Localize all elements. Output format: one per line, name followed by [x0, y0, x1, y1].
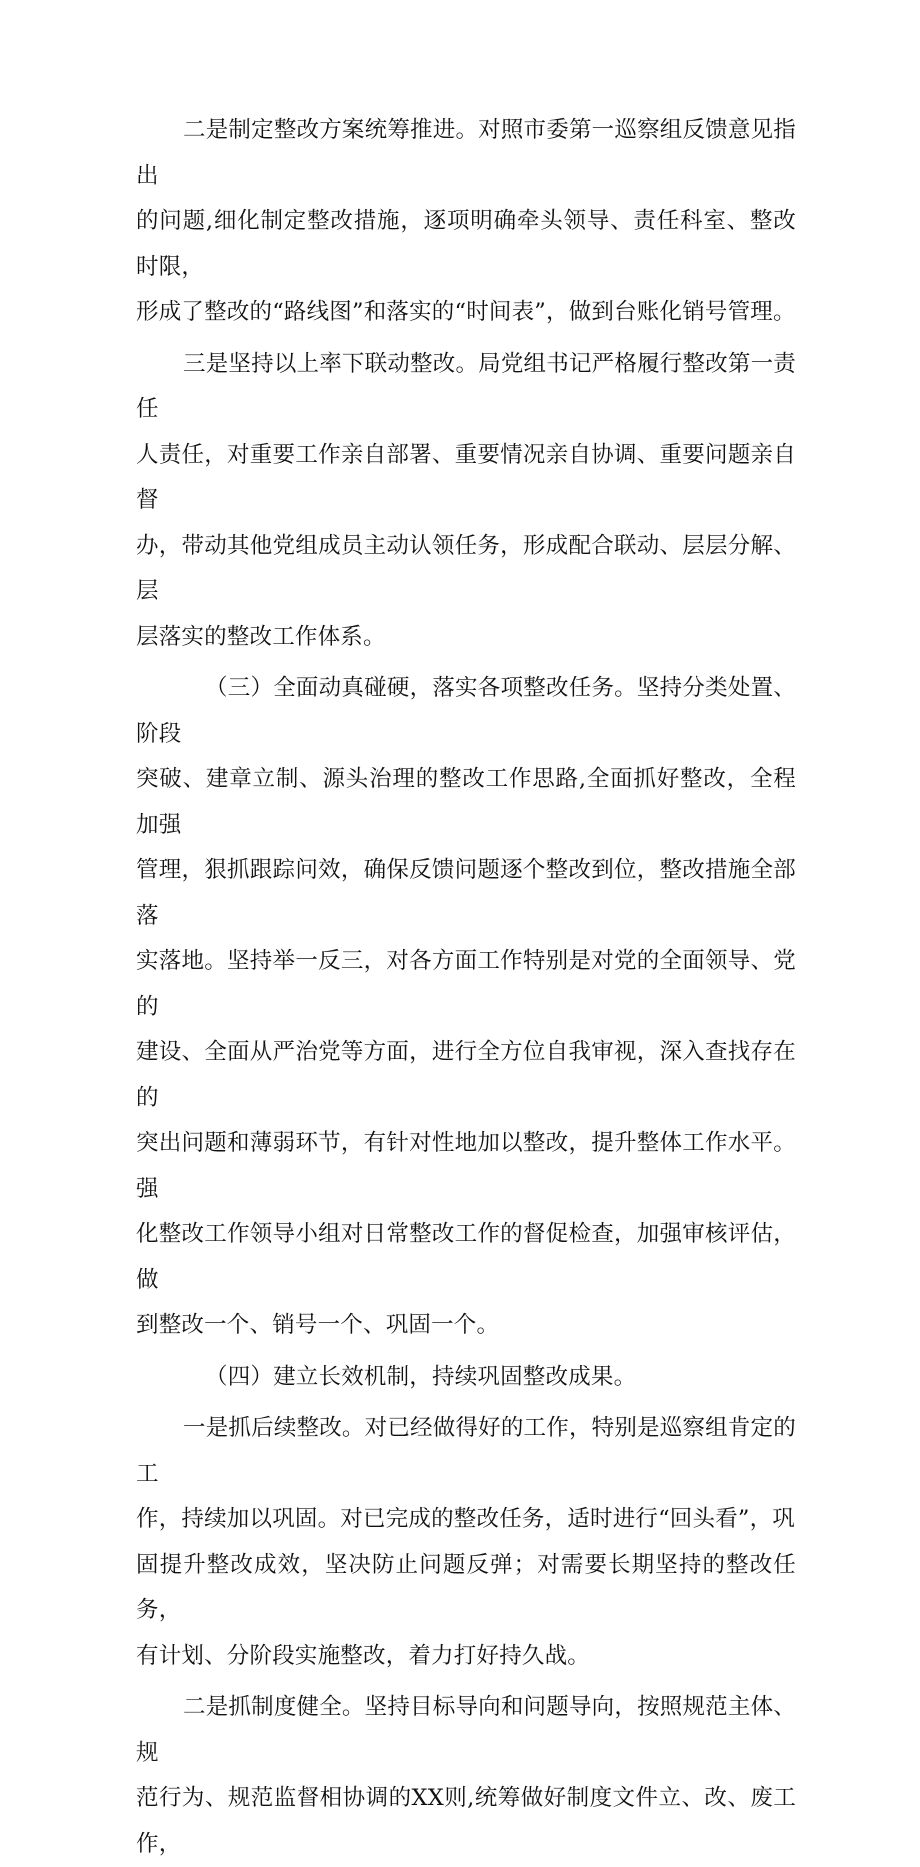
- text-line: 作，持续加以巩固。对已完成的整改任务，适时进行“回头看”，巩: [136, 1506, 796, 1532]
- text-line: 层落实的整改工作体系。: [136, 623, 386, 650]
- text-line: 建设、全面从严治党等方面，进行全方位自我审视，深入查找存在的: [136, 1039, 796, 1111]
- section-heading: （四）建立长效机制，持续巩固整改成果。: [205, 1363, 637, 1390]
- text-line: 三是坚持以上率下联动整改。局党组书记严格履行整改第一责任: [136, 350, 796, 422]
- text-line: 人责任，对重要工作亲自部署、重要情况亲自协调、重要问题亲自督: [136, 441, 796, 513]
- paragraph-section-four-heading: [136, 1355, 796, 1401]
- text-line: 二是制定整改方案统筹推进。对照市委第一巡察组反馈意见指出: [136, 117, 796, 189]
- text-line: 办，带动其他党组成员主动认领任务，形成配合联动、层层分解、层: [136, 532, 796, 604]
- text-line: 二是抓制度健全。坚持目标导向和问题导向，按照规范主体、规: [136, 1694, 796, 1766]
- document-body: [136, 108, 796, 1867]
- paragraph-system-improvement: [136, 1685, 796, 1867]
- text-line: 到整改一个、销号一个、巩固一个。: [136, 1312, 500, 1338]
- text-line: 管理，狠抓跟踪问效，确保反馈问题逐个整改到位，整改措施全部落: [136, 857, 796, 929]
- text-line: 突出问题和薄弱环节，有针对性地加以整改，提升整体工作水平。强: [136, 1130, 796, 1202]
- text-line: 实落地。坚持举一反三，对各方面工作特别是对党的全面领导、党的: [136, 948, 796, 1020]
- text-line: 固提升整改成效，坚决防止问题反弹；对需要长期坚持的整改任务，: [136, 1551, 796, 1623]
- text-line: 形成了整改的“路线图”和落实的“时间表”，做到台账化销号管理。: [136, 299, 796, 325]
- text-line: 范行为、规范监督相协调的XX则,统筹做好制度文件立、改、废工作，: [136, 1785, 796, 1857]
- text-line: 一是抓后续整改。对已经做得好的工作，特别是巡察组肯定的工: [136, 1415, 796, 1487]
- text-line: 的问题,细化制定整改措施，逐项明确牵头领导、责任科室、整改时限，: [136, 208, 796, 280]
- paragraph-leadership-rectification: [136, 342, 796, 661]
- paragraph-follow-up-rectification: [136, 1406, 796, 1679]
- text-line: 突破、建章立制、源头治理的整改工作思路,全面抓好整改，全程加强: [136, 766, 796, 838]
- text-line: 有计划、分阶段实施整改，着力打好持久战。: [136, 1642, 591, 1669]
- paragraph-rectification-plan: [136, 108, 796, 336]
- text-line: 化整改工作领导小组对日常整改工作的督促检查，加强审核评估，做: [136, 1221, 796, 1293]
- paragraph-section-three: [136, 666, 796, 1349]
- text-line: （三）全面动真碰硬，落实各项整改任务。坚持分类处置、阶段: [136, 675, 796, 747]
